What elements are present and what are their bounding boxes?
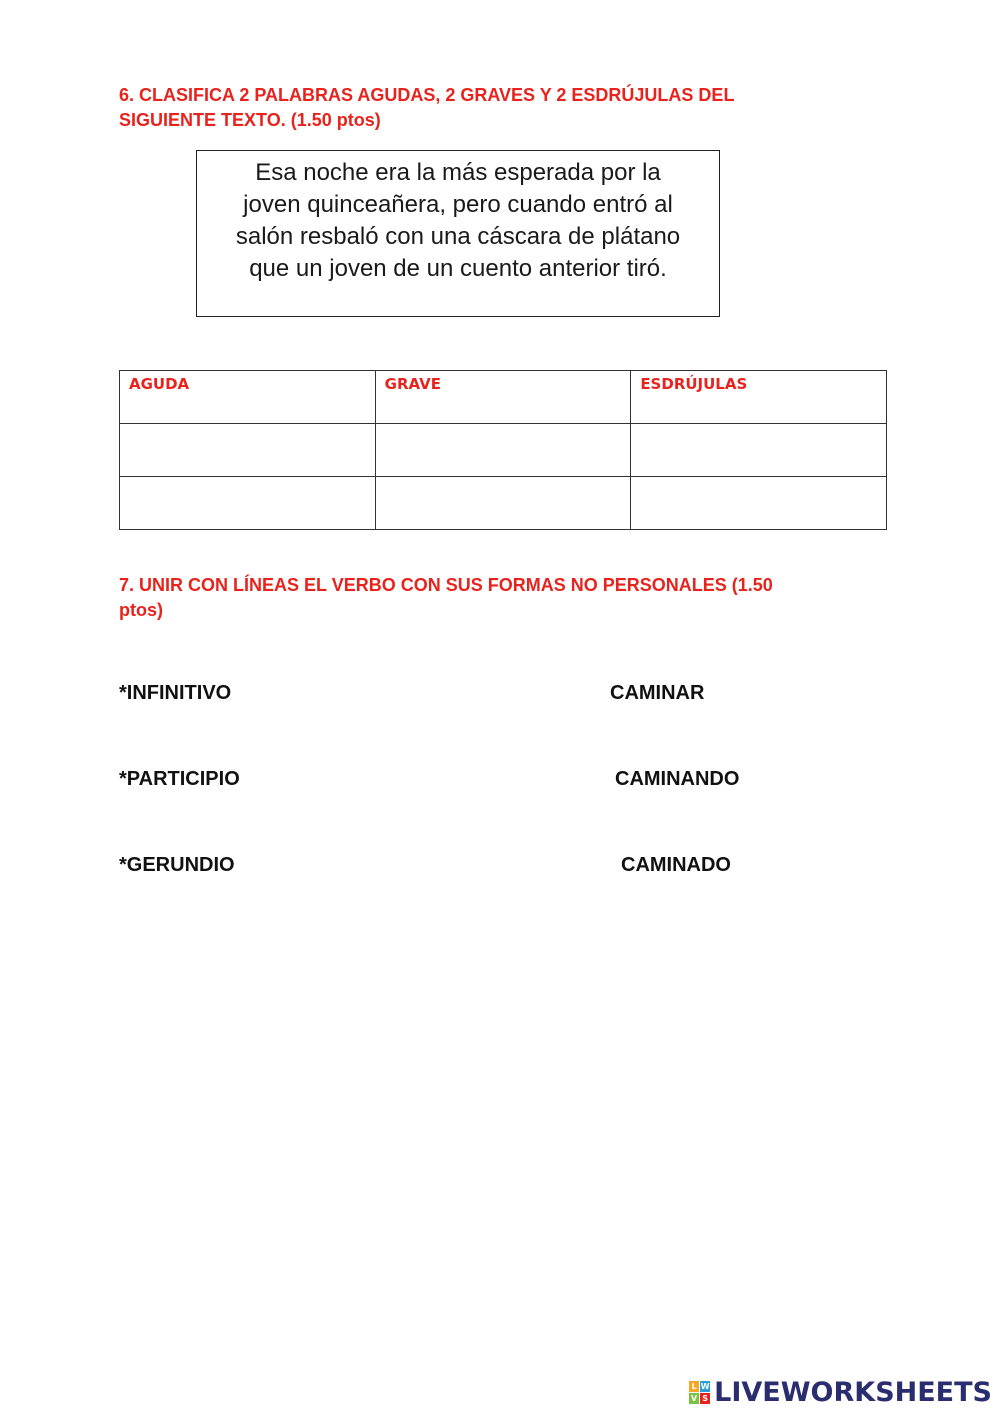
header-grave: GRAVE — [375, 371, 631, 424]
question-7-heading-line2: ptos) — [119, 600, 163, 620]
liveworksheets-logo — [689, 1377, 992, 1407]
question-6-heading-line1: 6. CLASIFICA 2 PALABRAS AGUDAS, 2 GRAVES Y 2 ESDRÚJULAS DEL — [119, 85, 735, 105]
passage-line: Esa noche era la más esperada por la — [255, 159, 661, 186]
liveworksheets-logo-icon — [689, 1381, 710, 1404]
logo-text: LIVEWORKSHEETS — [714, 1376, 992, 1408]
passage-line: salón resbaló con una cáscara de plátano — [235, 223, 681, 250]
question-7-heading — [119, 573, 879, 623]
logo-mark-letter: V — [691, 1393, 698, 1403]
answer-cell-aguda-1[interactable] — [120, 424, 376, 477]
passage-line: que un joven de un cuento anterior tiró. — [249, 255, 667, 282]
logo-mark-letter: S — [700, 1393, 710, 1404]
match-left-gerundio[interactable]: *GERUNDIO — [119, 854, 235, 876]
logo-mark-letter: L — [689, 1381, 699, 1392]
question-6-heading-line2: SIGUIENTE TEXTO. (1.50 ptos) — [119, 110, 381, 130]
table-header-row — [120, 371, 887, 424]
answer-cell-esdrujulas-2[interactable] — [631, 477, 887, 530]
logo-mark-letter: W — [700, 1381, 710, 1391]
classification-table — [119, 370, 887, 530]
question-6-heading — [119, 83, 879, 133]
match-left-participio[interactable]: *PARTICIPIO — [119, 768, 240, 790]
passage-box — [196, 150, 720, 317]
answer-cell-esdrujulas-1[interactable] — [631, 424, 887, 477]
match-right-caminado[interactable]: CAMINADO — [621, 854, 731, 876]
table-row — [120, 477, 887, 530]
header-aguda: AGUDA — [120, 371, 376, 424]
passage-line: joven quinceañera, pero cuando entró al — [243, 191, 673, 218]
header-esdrujulas: ESDRÚJULAS — [631, 371, 887, 424]
table-row — [120, 424, 887, 477]
answer-cell-aguda-2[interactable] — [120, 477, 376, 530]
match-left-infinitivo[interactable]: *INFINITIVO — [119, 682, 232, 704]
match-right-caminando[interactable]: CAMINANDO — [615, 768, 740, 790]
answer-cell-grave-1[interactable] — [375, 424, 631, 477]
answer-cell-grave-2[interactable] — [375, 477, 631, 530]
match-right-caminar[interactable]: CAMINAR — [610, 682, 705, 704]
question-7-heading-line1: 7. UNIR CON LÍNEAS EL VERBO CON SUS FORMAS NO PERSONALES (1.50 — [119, 575, 773, 595]
